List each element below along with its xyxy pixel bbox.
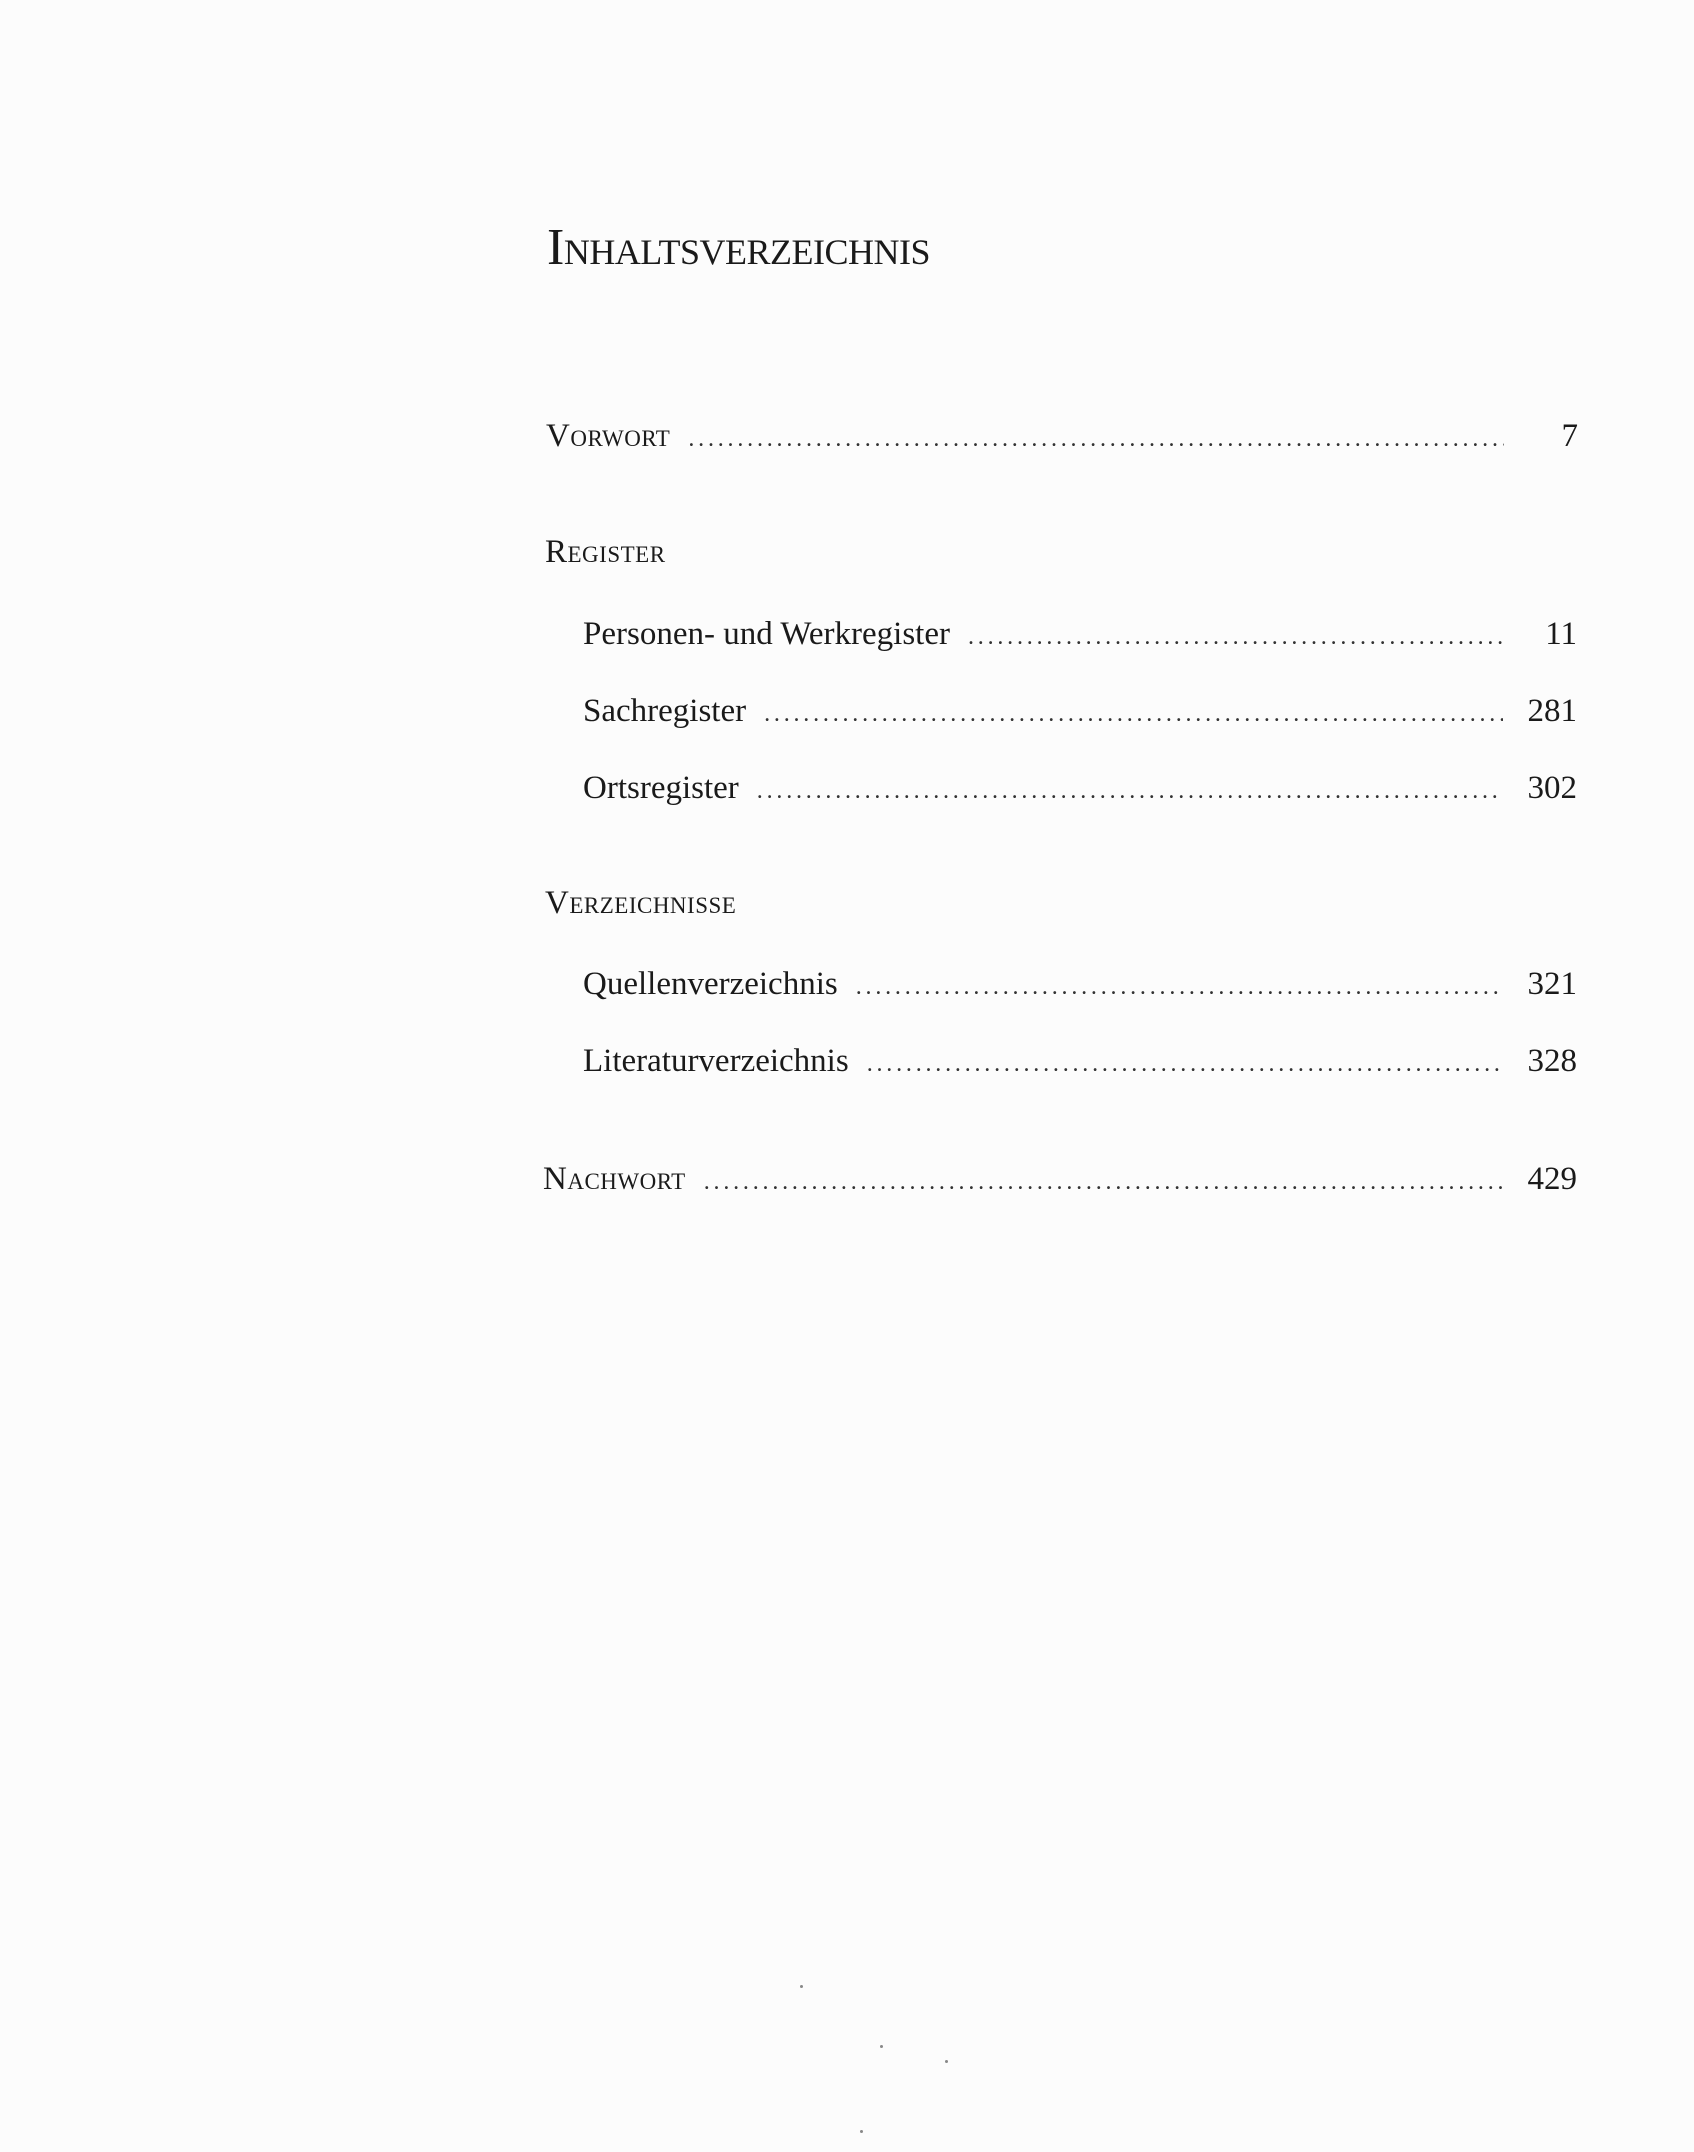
scan-speck: [800, 1985, 803, 1988]
toc-entry: [583, 966, 1577, 1003]
section-heading-register: Register: [545, 534, 666, 570]
toc-entry-label: Nachwort: [543, 1161, 686, 1197]
toc-entry-page: 11: [1545, 616, 1577, 652]
toc-entry: [583, 616, 1577, 653]
section-heading-verzeichnisse: Verzeichnisse: [545, 885, 737, 921]
toc-entry-label: Personen- und Werkregister: [583, 616, 950, 652]
dot-leader: [764, 701, 1503, 728]
page-title: Inhaltsverzeichnis: [547, 219, 930, 276]
toc-entry-label: Quellenverzeichnis: [583, 966, 838, 1002]
dot-leader: [968, 624, 1503, 651]
toc-entry-page: 429: [1527, 1161, 1577, 1197]
toc-entry-label: Ortsregister: [583, 770, 739, 806]
toc-entry-label: Sachregister: [583, 693, 747, 729]
toc-entry-label: Literaturverzeichnis: [583, 1043, 849, 1079]
dot-leader: [704, 1169, 1503, 1196]
toc-entry-nachwort: [543, 1161, 1577, 1198]
dot-leader: [867, 1051, 1503, 1078]
toc-entry-page: 7: [1561, 418, 1578, 454]
scan-speck: [860, 2130, 863, 2133]
dot-leader: [688, 426, 1504, 453]
dot-leader: [757, 778, 1503, 805]
toc-entry: [583, 770, 1577, 807]
toc-entry-page: 281: [1527, 693, 1577, 729]
toc-entry-vorwort: [546, 418, 1578, 455]
toc-entry: [583, 693, 1577, 730]
toc-entry-page: 328: [1527, 1043, 1577, 1079]
scan-speck: [945, 2060, 948, 2063]
toc-entry-page: 302: [1527, 770, 1577, 806]
toc-entry: [583, 1043, 1577, 1080]
scan-speck: [880, 2045, 883, 2048]
toc-entry-page: 321: [1527, 966, 1577, 1002]
dot-leader: [856, 974, 1503, 1001]
toc-entry-label: Vorwort: [546, 418, 671, 454]
